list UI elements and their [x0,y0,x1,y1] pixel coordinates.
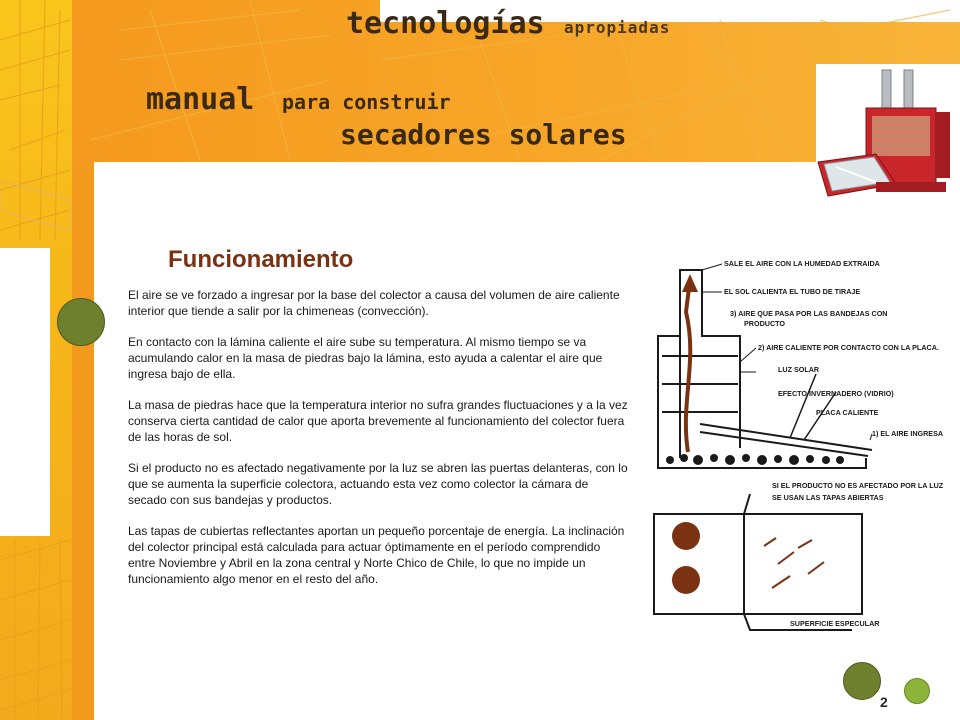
series-title: tecnologías [346,6,545,41]
paragraph: Las tapas de cubiertas reflectantes aportan un pequeño porcentaje de energía. La inclinación del colector principal está calculada para actuar óptimamente en el período comprendido entre Noviembre y Abril en la zona central y Norte Chico de Chile, lo que no impide un funcionamiento algo menor en el resto del año. [128,524,625,586]
diagram-label: SUPERFICIE ESPECULAR [790,619,880,628]
diagram-label: PRODUCTO [744,319,785,328]
manual-subtitle: para construir [282,90,451,114]
series-subtitle: apropiadas [564,18,671,37]
diagram-label: 2) AIRE CALIENTE POR CONTACTO CON LA PLACA. [758,343,939,352]
orange-stripe [72,162,94,720]
section-body [128,287,628,602]
diagram-label: LUZ SOLAR [778,365,820,374]
diagram-label: SI EL PRODUCTO NO ES AFECTADO POR LA LUZ [772,481,944,490]
page-number: 2 [880,694,888,710]
decorative-circle [57,298,105,346]
diagram-label: EL SOL CALIENTA EL TUBO DE TIRAJE [724,287,861,296]
diagram-label: 1) EL AIRE INGRESA [872,429,944,438]
diagram-label: 3) AIRE QUE PASA POR LAS BANDEJAS CON [730,309,888,318]
section-heading: Funcionamiento [168,246,354,273]
paragraph: Si el producto no es afectado negativamente por la luz se abren las puertas delanteras, con lo que se aumenta la superficie colectora, actuando esta vez como colector la cámara de secado con sus bandejas y productos. [128,461,628,507]
dryer-diagram [640,252,960,642]
manual-topic: secadores solares [340,118,627,151]
paragraph: En contacto con la lámina caliente el aire sube su temperatura. Al mismo tiempo se va acumulando calor en la masa de piedras bajo la lámina, esto ayuda a calentar el aire que ingresa bajo de ella. [128,335,603,381]
diagram-label: SE USAN LAS TAPAS ABIERTAS [772,493,884,502]
manual-title: manual [146,82,255,117]
left-white-bar [0,248,50,536]
paragraph: La masa de piedras hace que la temperatura interior no sufra grandes fluctuaciones y a la vez conserva cierta cantidad de calor que aporta brevemente al funcionamiento del colector fuera de las horas de sol. [128,398,628,444]
paragraph: El aire se ve forzado a ingresar por la base del colector a causa del volumen de aire caliente interior que tiende a salir por la chimeneas (convección). [128,288,620,318]
decorative-circle [843,662,881,700]
solar-dryer-photo [816,64,960,204]
diagram-label: SALE EL AIRE CON LA HUMEDAD EXTRAIDA [724,259,880,268]
diagram-label: PLACA CALIENTE [816,408,879,417]
diagram-label: EFECTO INVERNADERO (VIDRIO) [778,389,894,398]
decorative-circle [904,678,930,704]
